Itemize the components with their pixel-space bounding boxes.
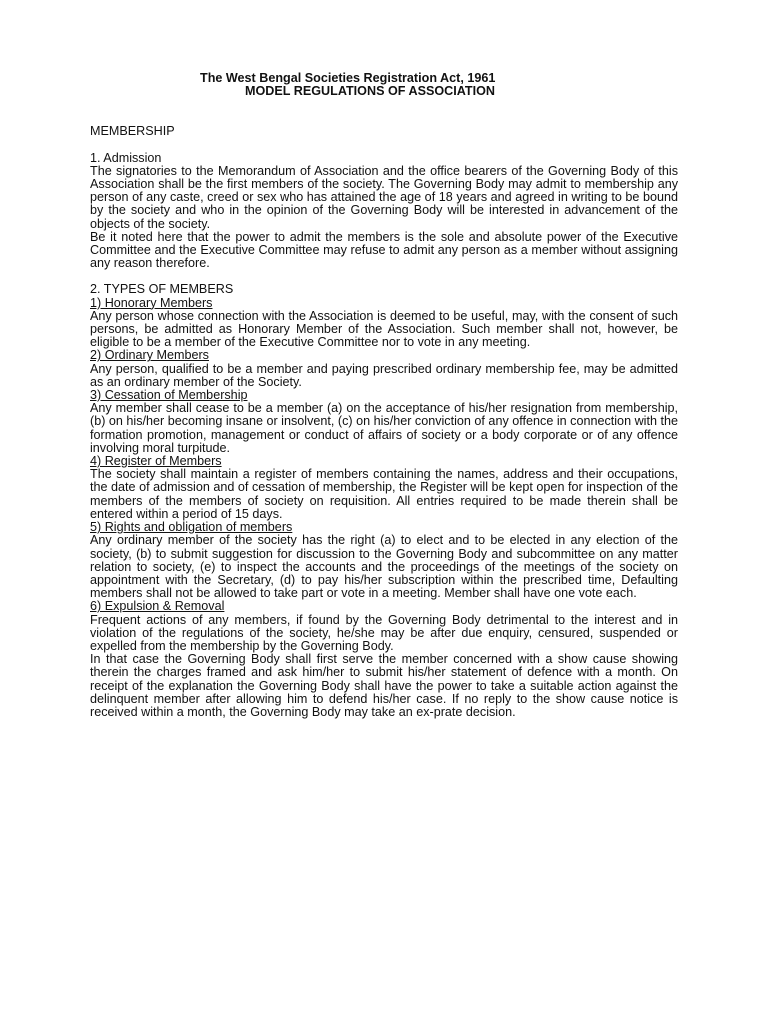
section-heading: 6) Expulsion & Removal xyxy=(90,599,225,614)
section-heading: 2) Ordinary Members xyxy=(90,348,209,363)
section-paragraph: In that case the Governing Body shall first serve the member concerned with a show cause showing therein the charges framed and ask him/her to submit his/her statement of defence with a month. On receipt of the explanation the Governing Body shall have the power to take a suitable action against the delinquent member after allowing him to defend his/her case. If no reply to the show cause notice is received within a month, the Governing Body may take an ex-prate decision. xyxy=(90,652,678,719)
section-paragraph: The society shall maintain a register of members containing the names, address and their occupations, the date of admission and of cessation of membership, the Register will be kept open for inspection of the members of the members of society on requisition. All entries required to be made therein shall be entered within a period of 15 days. xyxy=(90,467,678,521)
section-heading: 5) Rights and obligation of members xyxy=(90,520,293,535)
document-subtitle: MODEL REGULATIONS OF ASSOCIATION xyxy=(245,84,496,99)
section-paragraph: Any person, qualified to be a member and paying prescribed ordinary membership fee, may be admitted as an ordinary member of the Society. xyxy=(90,361,678,389)
section-paragraph: Any ordinary member of the society has the right (a) to elect and to be elected in any election of the society, (b) to submit suggestion for discussion to the Governing Body and subcommittee on any matter relation to society, (e) to inspect the accounts and the proceedings of the meetings of the society on appointment with the Secretary, (d) to pay his/her subscription within the prescribed time, Defaulting members shall not be allowed to take part or vote in a meeting. Member shall have one vote each. xyxy=(90,533,678,601)
section-paragraph: Any member shall cease to be a member (a) on the acceptance of his/her resignation from membership, (b) on his/her becoming insane or insolvent, (c) on his/her conviction of any offence in connection with the formation promotion, management or conduct of affairs of society or a body corporate or of any offence involving moral turpitude. xyxy=(90,401,678,455)
section-paragraph: Frequent actions of any members, if found by the Governing Body detrimental to the interest and in violation of the regulations of the society, he/she may be after due enquiry, censured, suspended or expelled from the membership by the Governing Body. xyxy=(90,612,678,653)
section-heading: 3) Cessation of Membership xyxy=(90,388,248,403)
sections-container xyxy=(90,297,678,720)
types-of-members-heading: 2. TYPES OF MEMBERS xyxy=(90,282,234,297)
section-heading: 4) Register of Members xyxy=(90,454,222,469)
admission-paragraph: The signatories to the Memorandum of Association and the office bearers of the Governing Body of this Association shall be the first members of the society. The Governing Body may admit to membership any person of any caste, creed or sex who has attained the age of 18 years and agreed in writing to be bound by the society and who in the opinion of the Governing Body will be interested in advancement of the objects of the society. xyxy=(90,163,678,231)
document-page xyxy=(90,72,678,719)
section-heading: 1) Honorary Members xyxy=(90,295,213,310)
membership-heading: MEMBERSHIP xyxy=(90,124,175,139)
admission-paragraph: Be it noted here that the power to admit the members is the sole and absolute power of the Executive Committee and the Executive Committee may refuse to admit any person as a member without assigning any reason therefore. xyxy=(90,229,678,271)
document-title: The West Bengal Societies Registration Act, 1961 xyxy=(200,71,496,85)
admission-heading: 1. Admission xyxy=(90,150,162,165)
section-paragraph: Any person whose connection with the Association is deemed to be useful, may, with the consent of such persons, be admitted as Honorary Member of the Association. Such member shall not, however, be eligible to be a member of the Executive Committee nor to vote in any meeting. xyxy=(90,308,678,350)
